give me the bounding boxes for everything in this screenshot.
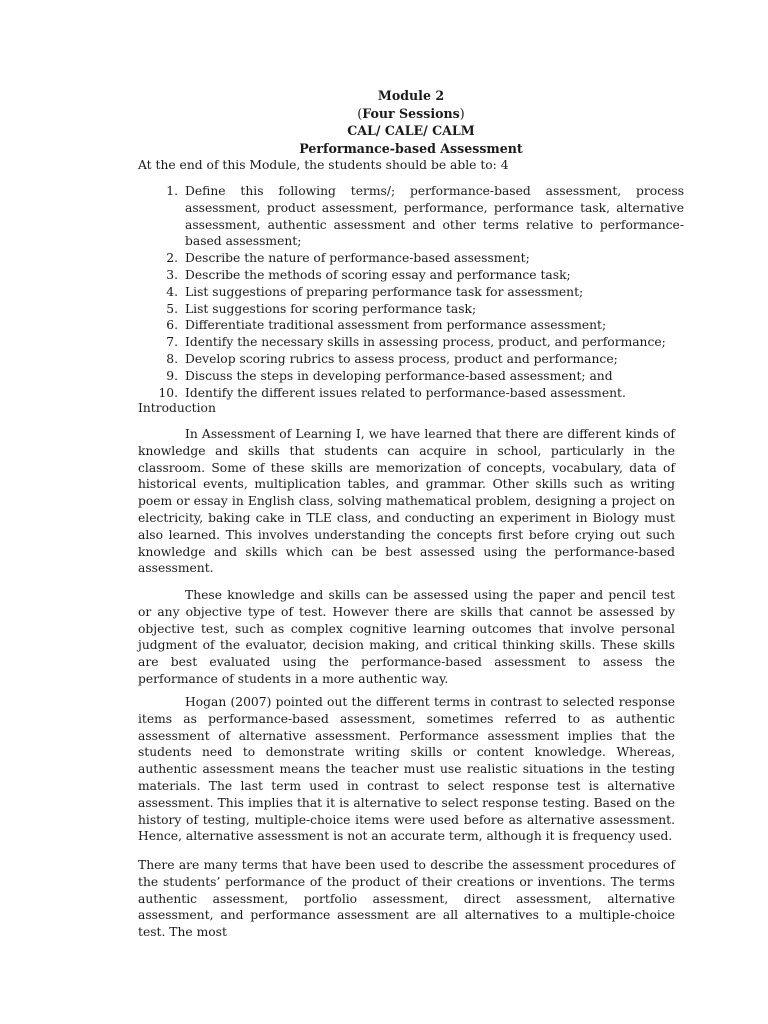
list-item xyxy=(138,284,684,301)
objectives-list xyxy=(138,183,684,401)
list-text: Discuss the steps in developing performance-based assessment; and xyxy=(185,368,613,383)
list-number: 9. xyxy=(166,368,178,383)
module-sessions xyxy=(138,105,684,123)
list-number: 5. xyxy=(166,301,178,316)
list-item xyxy=(138,317,684,334)
sessions-close-paren: ) xyxy=(459,105,465,121)
page-title: Performance-based Assessment xyxy=(299,140,523,156)
module-header xyxy=(138,87,684,157)
introduction-heading: Introduction xyxy=(138,401,216,415)
list-item xyxy=(138,368,684,385)
objectives-intro: At the end of this Module, the students should be able to: 4 xyxy=(138,158,509,172)
list-item xyxy=(138,183,684,250)
list-number: 1. xyxy=(166,184,178,198)
list-item xyxy=(138,351,684,368)
body-paragraph: There are many terms that have been used to describe the assessment procedures of the students’ performance of the product of their creations or inventions. The terms authentic assessment, portfolio assessment, direct assessment, alternative assessment, and performance assessment are all alternatives to a multiple-choice test. The most xyxy=(138,858,675,940)
body-paragraph: Hogan (2007) pointed out the different terms in contrast to selected response items as performance-based assessment, sometimes referred to as authentic assessment of alternative assessment. Performance assessment implies that the students need to demonstrate writing skills or content knowledge. Whereas, authentic assessment means the teacher must use realistic situations in the testing materials. The last term used in contrast to select response test is alternative assessment. This implies that it is alternative to select response testing. Based on the history of testing, multiple-choice items were used before as alternative assessment. Hence, alternative assessment is not an accurate term, although it is frequency used. xyxy=(138,695,675,844)
list-number: 7. xyxy=(166,335,178,350)
sessions-open-paren: ( xyxy=(357,105,363,121)
list-item xyxy=(138,250,684,267)
list-text: Identify the different issues related to performance-based assessment. xyxy=(185,385,626,400)
body-paragraph: These knowledge and skills can be assessed using the paper and pencil test or any objective type of test. However there are skills that cannot be assessed by objective test, such as complex cognitive learning outcomes that involve personal judgment of the evaluator, decision making, and critical thinking skills. These skills are best evaluated using the performance-based assessment to assess the performance of students in a more authentic way. xyxy=(138,588,675,686)
list-number: 4. xyxy=(166,284,178,299)
list-item xyxy=(138,385,684,402)
sessions-label: Four Sessions xyxy=(362,105,460,121)
list-number: 3. xyxy=(166,267,178,282)
list-text: Describe the nature of performance-based assessment; xyxy=(185,251,530,266)
module-title: Module 2 xyxy=(377,88,445,103)
list-number: 6. xyxy=(166,318,178,333)
list-text: Describe the methods of scoring essay and performance task; xyxy=(185,267,571,282)
list-item xyxy=(138,334,684,351)
list-text: List suggestions of preparing performance task for assessment; xyxy=(185,284,584,299)
list-item xyxy=(138,301,684,318)
body-paragraph: In Assessment of Learning I, we have learned that there are different kinds of knowledge and skills that students can acquire in school, particularly in the classroom. Some of these skills are memorization of concepts, vocabulary, data of historical events, multiplication tables, and grammar. Other skills such as writing poem or essay in English class, solving mathematical problem, designing a project on electricity, baking cake in TLE class, and conducting an experiment in Biology must also learned. This involves understanding the concepts first before crying out such knowledge and skills which can be best assessed using the performance-based assessment. xyxy=(138,427,675,576)
list-number: 8. xyxy=(166,351,178,366)
list-text: Identify the necessary skills in assessing process, product, and performance; xyxy=(185,335,666,350)
list-text: Develop scoring rubrics to assess process, product and performance; xyxy=(185,351,618,366)
list-item xyxy=(138,267,684,284)
list-number: 10. xyxy=(158,385,178,400)
list-text: List suggestions for scoring performance task; xyxy=(185,301,477,316)
course-codes: CAL/ CALE/ CALM xyxy=(347,123,475,139)
list-number: 2. xyxy=(166,251,178,266)
list-text: Differentiate traditional assessment from performance assessment; xyxy=(185,318,607,333)
list-text: Define this following terms/; performance-based assessment, process assessment, product assessment, performance, performance task, alternative assessment, authentic assessment and other terms relative to performance-based assessment; xyxy=(185,184,684,249)
